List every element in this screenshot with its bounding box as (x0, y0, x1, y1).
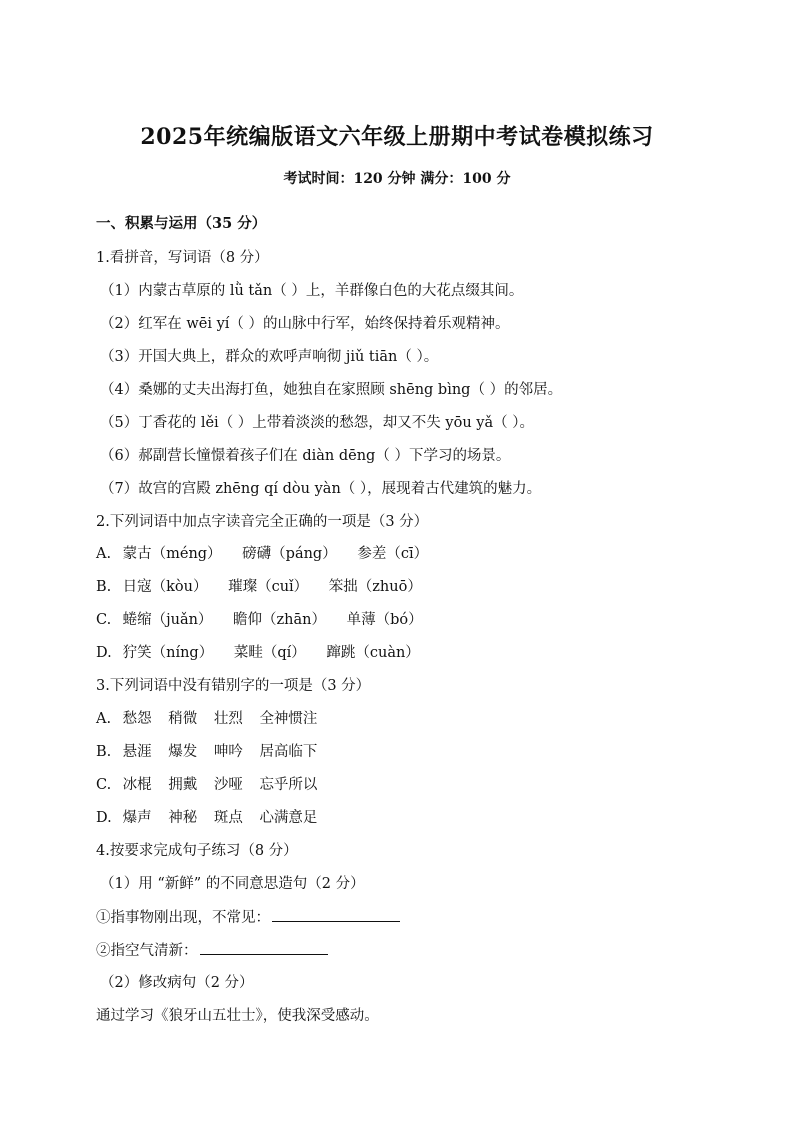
option-letter: B. (96, 579, 112, 595)
option-word: 璀璨（cuǐ） (228, 579, 309, 595)
option-word: 狞笑（níng） (122, 645, 214, 661)
question-1-item: （5）丁香花的 lěi（ ）上带着淡淡的愁怨，却又不失 yōu yǎ（ ）。 (100, 415, 534, 431)
option-word: 壮烈 (213, 711, 243, 727)
fill-in-prompt: ①指事物刚出现，不常见： (96, 910, 270, 926)
option-word: 斑点 (213, 810, 243, 826)
option-word: 笨拙（zhuō） (328, 579, 422, 595)
answer-blank[interactable] (272, 907, 400, 922)
option-word: 呻吟 (213, 744, 243, 760)
option-word: 稍微 (168, 711, 198, 727)
fill-in-line (96, 907, 400, 928)
option-word: 磅礴（páng） (242, 546, 337, 562)
question-3-option-d (96, 808, 333, 828)
option-word: 菜畦（qí） (233, 645, 306, 661)
question-1-item: （3）开国大典上，群众的欢呼声响彻 jiǔ tiān（ ）。 (100, 349, 439, 365)
question-2-option-d (96, 643, 436, 663)
question-1-item: （2）红军在 wēi yí（ ）的山脉中行军，始终保持着乐观精神。 (100, 316, 510, 332)
question-2-option-b (96, 577, 438, 597)
option-word: 蒙古（méng） (122, 546, 222, 562)
question-2-option-c (96, 610, 439, 630)
option-word: 蹿跳（cuàn） (326, 645, 420, 661)
question-3-option-c (96, 775, 333, 795)
option-word: 忘乎所以 (259, 777, 318, 793)
question-4-subquestion: （2）修改病句（2 分） (100, 975, 254, 991)
option-word: 爆声 (122, 810, 152, 826)
option-word: 蜷缩（juǎn） (122, 612, 213, 628)
option-word: 全神惯注 (259, 711, 318, 727)
option-letter: A. (96, 711, 112, 727)
option-word: 瞻仰（zhān） (233, 612, 327, 628)
option-letter: C. (96, 612, 112, 628)
question-1-item: （7）故宫的宫殿 zhēng qí dòu yàn（ ），展现着古代建筑的魅力。 (100, 481, 542, 497)
sentence-to-correct: 通过学习《狼牙山五壮士》，使我深受感动。 (96, 1008, 379, 1024)
question-2-heading: 2.下列词语中加点字读音完全正确的一项是（3 分） (96, 514, 429, 530)
option-word: 神秘 (168, 810, 198, 826)
question-4-subquestion: （1）用 “新鲜” 的不同意思造句（2 分） (100, 876, 365, 892)
option-letter: B. (96, 744, 112, 760)
option-word: 爆发 (168, 744, 198, 760)
option-word: 沙哑 (213, 777, 243, 793)
option-word: 愁怨 (122, 711, 152, 727)
question-1-item: （1）内蒙古草原的 lǜ tǎn（ ）上，羊群像白色的大花点缀其间。 (100, 283, 524, 299)
option-word: 日寇（kòu） (122, 579, 208, 595)
fill-in-prompt: ②指空气清新： (96, 943, 198, 959)
option-word: 心满意足 (259, 810, 318, 826)
question-1-item: （6）郝副营长憧憬着孩子们在 diàn dēng（ ）下学习的场景。 (100, 448, 511, 464)
fill-in-line (96, 940, 328, 961)
question-1-heading: 1.看拼音，写词语（8 分） (96, 250, 269, 266)
option-word: 冰棍 (122, 777, 152, 793)
exam-info: 考试时间：120 分钟 满分：100 分 (283, 171, 511, 187)
option-letter: D. (96, 645, 112, 661)
option-letter: D. (96, 810, 112, 826)
section-heading: 一、积累与运用（35 分） (96, 215, 267, 232)
option-word: 拥戴 (168, 777, 198, 793)
question-1-item: （4）桑娜的丈夫出海打鱼，她独自在家照顾 shēng bìng（ ）的邻居。 (100, 382, 563, 398)
option-letter: C. (96, 777, 112, 793)
option-letter: A. (96, 546, 112, 562)
option-word: 居高临下 (259, 744, 318, 760)
option-word: 参差（cī） (357, 546, 429, 562)
answer-blank[interactable] (200, 940, 328, 955)
page-title: 2025年统编版语文六年级上册期中考试卷模拟练习 (140, 124, 654, 150)
question-4-heading: 4.按要求完成句子练习（8 分） (96, 843, 298, 859)
question-2-option-a (96, 544, 444, 564)
question-3-heading: 3.下列词语中没有错别字的一项是（3 分） (96, 678, 371, 694)
option-word: 悬涯 (122, 744, 152, 760)
question-3-option-b (96, 742, 333, 762)
question-3-option-a (96, 709, 333, 729)
option-word: 单薄（bó） (346, 612, 423, 628)
